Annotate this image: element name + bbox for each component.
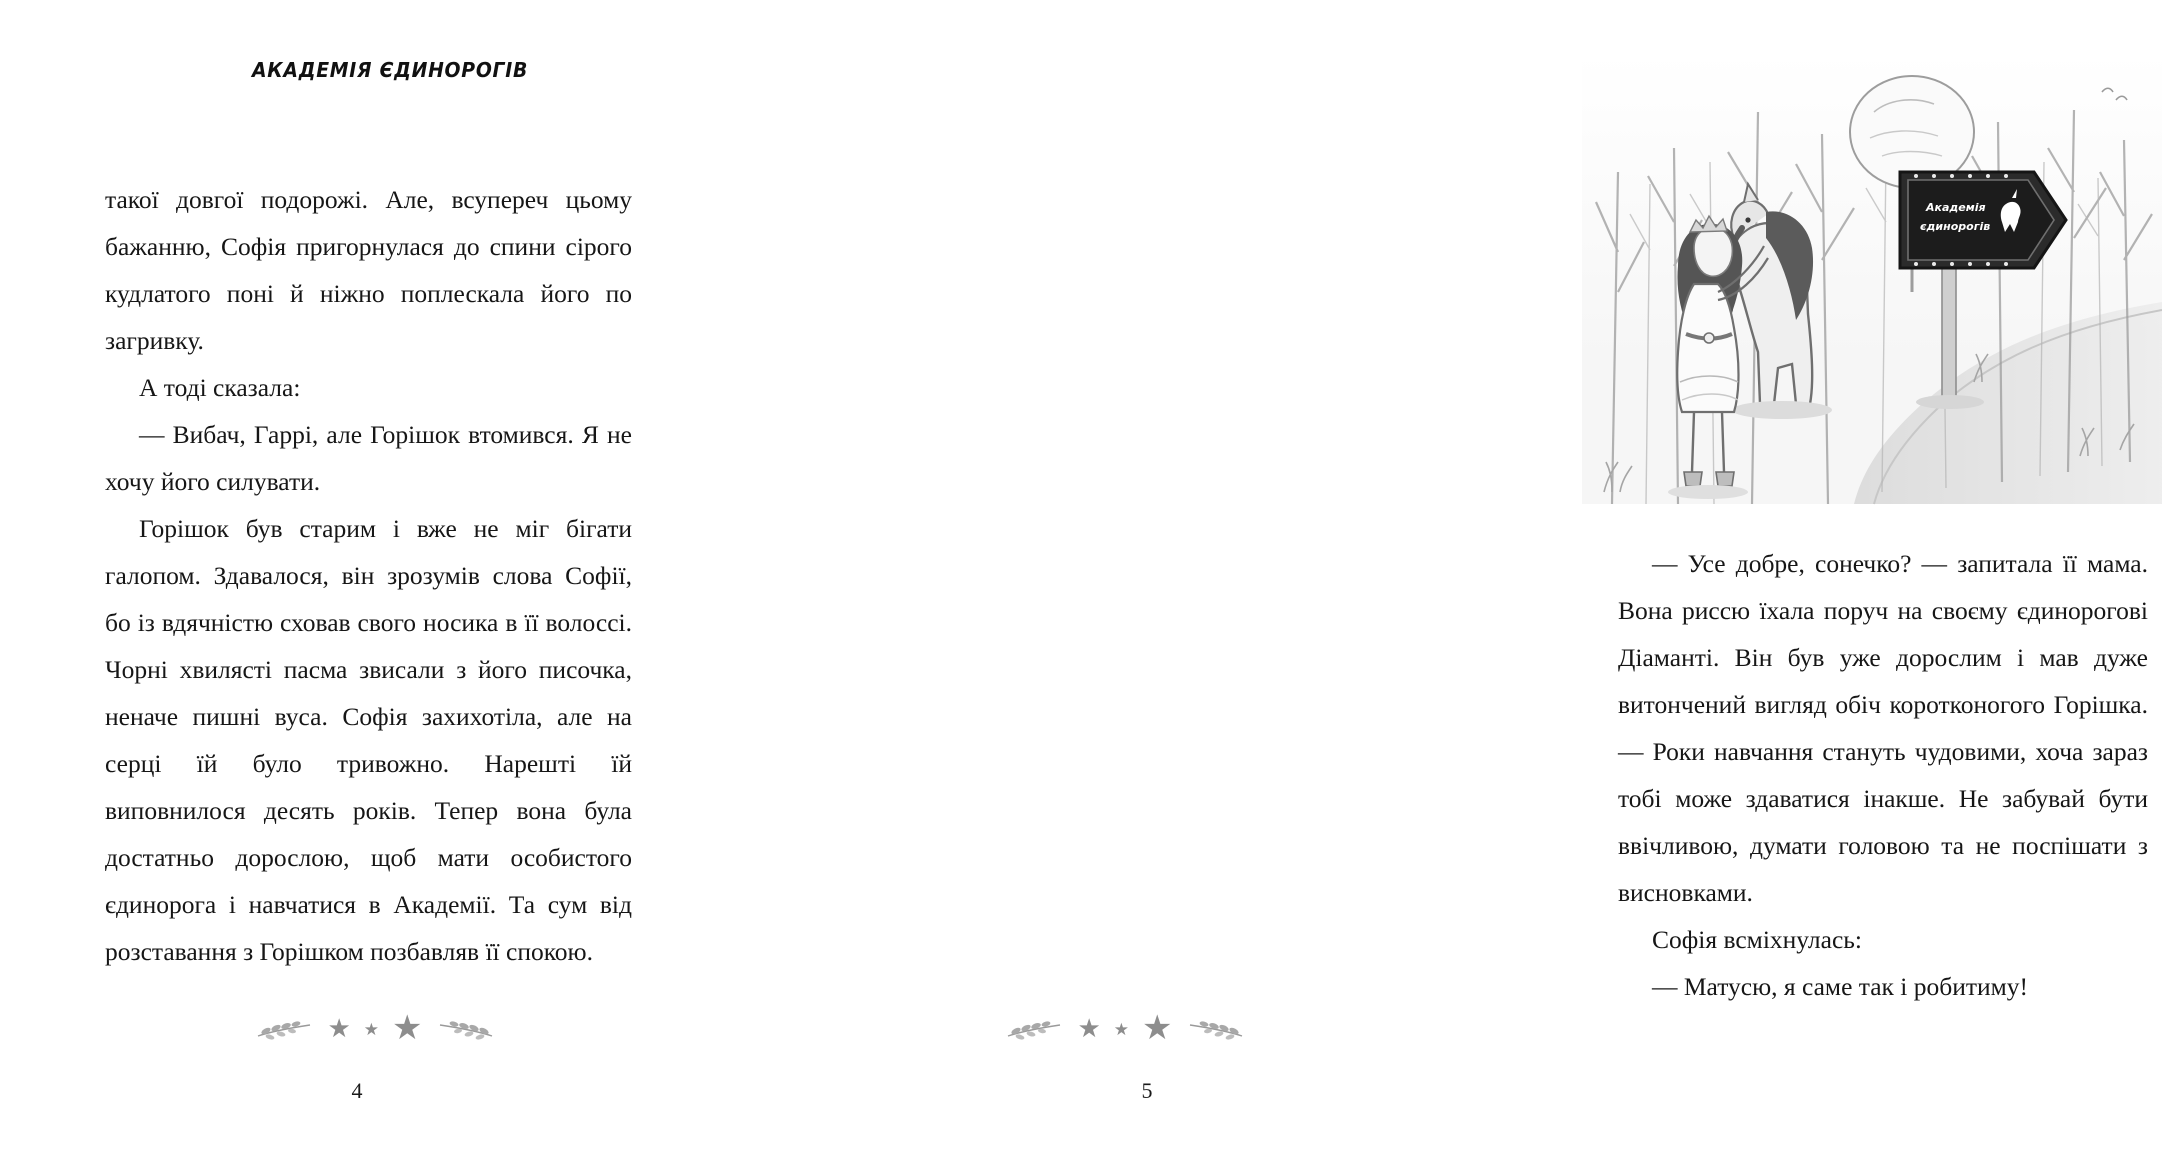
paragraph: Софія всміхнулась:: [1652, 925, 1863, 954]
paragraph: такої довгої подорожі. Але, всупереч цьому бажанню, Софія пригорнулася до спини сірого кудлатого поні й ніжно поплескала його по загривку.: [105, 185, 632, 355]
paragraph: — Матусю, я саме так і робитиму!: [1652, 972, 2029, 1001]
section-ornament: [750, 1012, 1500, 1046]
ornament-star-icon: ★: [363, 1019, 380, 1039]
leaf-sprig-icon: [436, 1016, 494, 1042]
chapter-illustration: [1582, 52, 2162, 504]
paragraph: — Усе добре, сонечко? — запитала її мама. Вона риссю їхала поруч на своєму єдинорогові Діаманті. Він був уже дорослим і мав дуже витончений вигляд обіч коротконогого Горішка. — Роки навчання стануть чудовими, хоча зараз тобі може здаватися інакше. Не забувай бути ввічливою, думати головою та не поспішати з висновками.: [1618, 549, 2148, 907]
ornament-star-icon: ★: [1077, 1014, 1101, 1043]
ornament-star-icon: ★: [327, 1014, 351, 1043]
page-right: [750, 0, 2148, 1151]
page-number: 4: [351, 1078, 363, 1103]
leaf-sprig-icon: [256, 1016, 314, 1042]
svg-text:єдинорогів: єдинорогів: [1920, 220, 1991, 233]
page-number: 5: [1141, 1078, 1153, 1103]
running-head: АКАДЕМІЯ ЄДИНОРОГІВ: [252, 58, 529, 82]
svg-text:Академія: Академія: [1926, 201, 1986, 214]
paragraph: А тоді сказала:: [139, 373, 301, 402]
ornament-star-icon: ★: [1142, 1010, 1173, 1047]
ornament-star-icon: ★: [1113, 1019, 1130, 1039]
left-page-body: [105, 176, 632, 975]
right-page-body: [1618, 540, 2148, 1010]
illustration-artwork: [1582, 52, 2162, 504]
leaf-sprig-icon: [1186, 1016, 1244, 1042]
leaf-sprig-icon: [1006, 1016, 1064, 1042]
paragraph: — Вибач, Гаррі, але Горішок втомився. Я не хочу його силувати.: [105, 420, 632, 496]
section-ornament: [0, 1012, 750, 1046]
paragraph: Горішок був старим і вже не міг бігати галопом. Здавалося, він зрозумів слова Софії, бо із вдячністю сховав свого носика в її волоссі. Чорні хвилясті пасма звисали з його писочка, неначе пишні вуса. Софія захихотіла, але на серці їй було тривожно. Нарешті їй виповнилося десять років. Тепер вона була достатньо дорослою, щоб мати особистого єдинорога і навчатися в Академії. Та сум від розставання з Горішком позбавляв її спокою.: [105, 514, 632, 966]
page-left: [0, 0, 750, 1151]
ornament-star-icon: ★: [392, 1010, 423, 1047]
